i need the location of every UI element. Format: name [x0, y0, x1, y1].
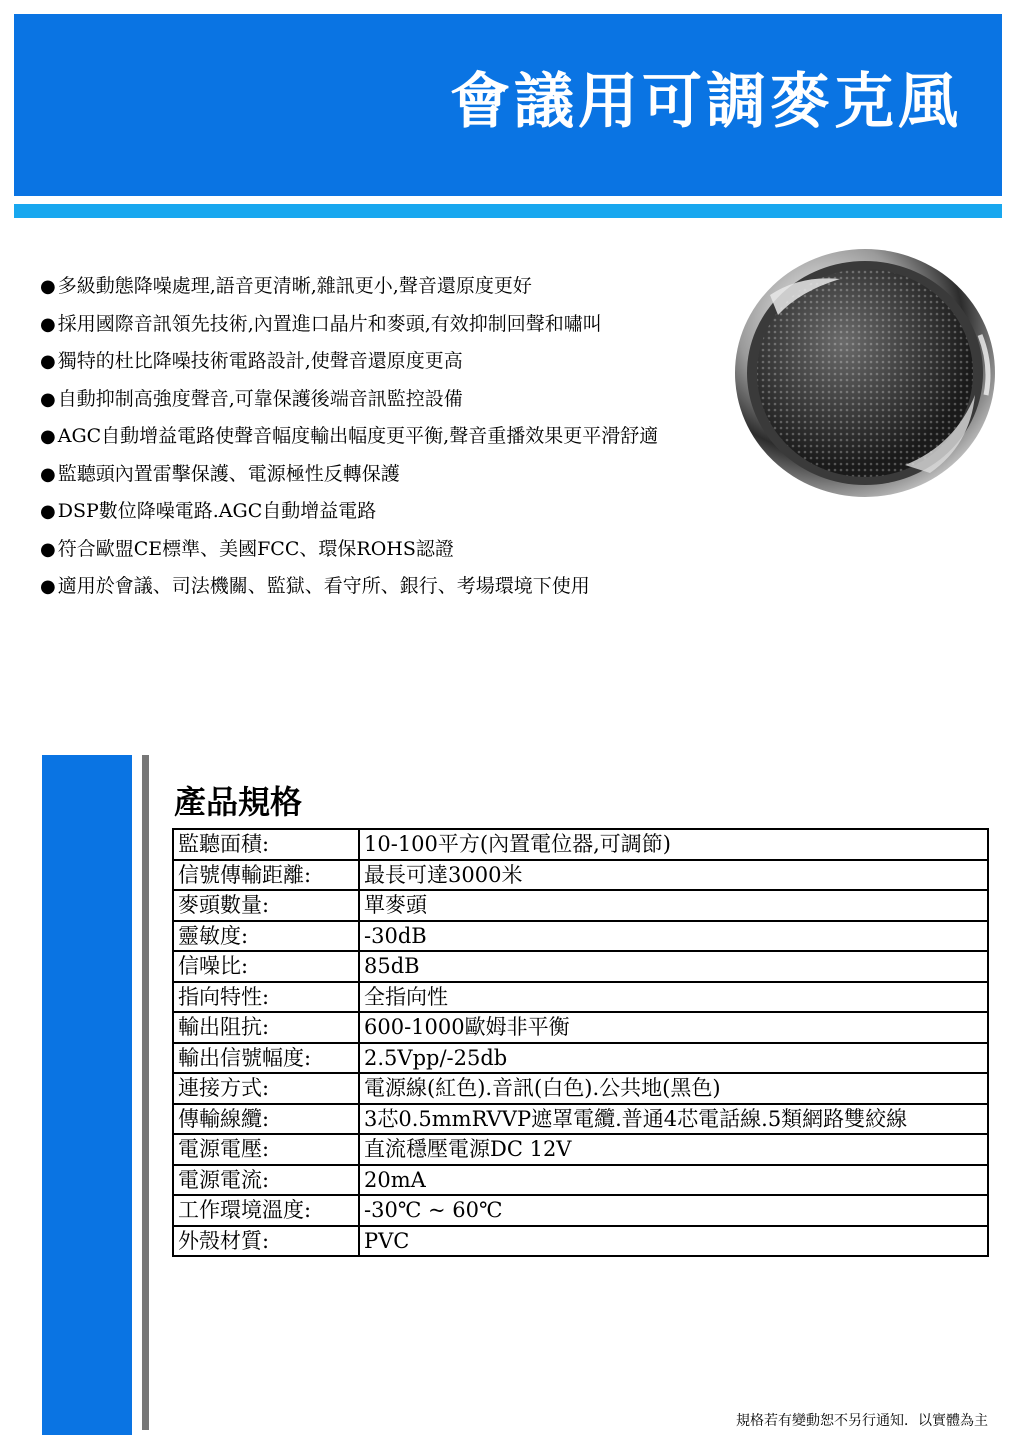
feature-item	[40, 418, 740, 456]
feature-item	[40, 493, 740, 531]
spec-value: 全指向性	[359, 982, 988, 1013]
spec-value: 20mA	[359, 1165, 988, 1196]
spec-value: 最長可達3000米	[359, 860, 988, 891]
spec-value: 2.5Vpp/-25db	[359, 1043, 988, 1074]
feature-text: 符合歐盟CE標準、美國FCC、環保ROHS認證	[57, 537, 454, 560]
feature-text: 採用國際音訊領先技術,內置進口晶片和麥頭,有效抑制回聲和嘯叫	[57, 312, 602, 335]
table-row	[173, 1195, 988, 1226]
spec-label: 連接方式:	[173, 1073, 359, 1104]
feature-text: AGC自動增益電路使聲音幅度輸出幅度更平衡,聲音重播效果更平滑舒適	[57, 425, 659, 447]
table-row	[173, 921, 988, 952]
feature-item	[40, 343, 740, 381]
spec-value: 600-1000歐姆非平衡	[359, 1012, 988, 1043]
spec-label: 指向特性:	[173, 982, 359, 1013]
spec-label: 信號傳輸距離:	[173, 860, 359, 891]
bullet-icon: ●	[40, 463, 56, 485]
table-row	[173, 1012, 988, 1043]
feature-text: 監聽頭內置雷擊保護、電源極性反轉保護	[57, 462, 400, 485]
spec-label: 靈敏度:	[173, 921, 359, 952]
bullet-icon: ●	[40, 351, 56, 372]
feature-item	[40, 381, 740, 419]
spec-label: 外殼材質:	[173, 1226, 359, 1257]
spec-value: 直流穩壓電源DC 12V	[359, 1134, 988, 1165]
header-banner	[14, 14, 1002, 196]
table-row	[173, 1165, 988, 1196]
table-row	[173, 951, 988, 982]
footer-disclaimer: 規格若有變動恕不另行通知．以實體為主	[736, 1413, 988, 1429]
microphone-product-image	[730, 245, 1000, 505]
table-row	[173, 1134, 988, 1165]
spec-side-bar	[42, 755, 132, 1435]
feature-item	[40, 531, 740, 569]
spec-table	[172, 828, 989, 1257]
spec-divider	[142, 755, 149, 1430]
feature-text: 獨特的杜比降噪技術電路設計,使聲音還原度更高	[57, 350, 463, 372]
spec-label: 信噪比:	[173, 951, 359, 982]
bullet-icon: ●	[40, 501, 56, 522]
spec-value: 電源線(紅色).音訊(白色).公共地(黑色)	[359, 1073, 988, 1104]
spec-label: 監聽面積:	[173, 829, 359, 860]
page-title: 會議用可調麥克風	[450, 67, 962, 137]
spec-heading: 產品規格	[174, 783, 303, 821]
spec-value: PVC	[359, 1226, 988, 1257]
spec-value: 85dB	[359, 951, 988, 982]
bullet-icon: ●	[40, 538, 56, 560]
spec-label: 傳輸線纜:	[173, 1104, 359, 1135]
bullet-icon: ●	[40, 426, 56, 447]
spec-value: 3芯0.5mmRVVP遮罩電纜.普通4芯電話線.5類網路雙絞線	[359, 1104, 988, 1135]
header-accent-stripe	[14, 204, 1002, 218]
table-row	[173, 1073, 988, 1104]
spec-label: 輸出信號幅度:	[173, 1043, 359, 1074]
feature-text: DSP數位降噪電路.AGC自動增益電路	[57, 500, 377, 522]
feature-text: 適用於會議、司法機關、監獄、看守所、銀行、考場環境下使用	[57, 575, 590, 597]
spec-label: 麥頭數量:	[173, 890, 359, 921]
bullet-icon: ●	[40, 388, 56, 410]
spec-value: -30℃ ~ 60℃	[359, 1195, 988, 1226]
spec-value: -30dB	[359, 921, 988, 952]
bullet-icon: ●	[40, 276, 56, 297]
feature-item	[40, 268, 740, 306]
spec-value: 單麥頭	[359, 890, 988, 921]
spec-label: 輸出阻抗:	[173, 1012, 359, 1043]
spec-label: 電源電流:	[173, 1165, 359, 1196]
spec-value: 10-100平方(內置電位器,可調節)	[359, 829, 988, 860]
feature-item	[40, 306, 740, 344]
feature-text: 多級動態降噪處理,語音更清晰,雜訊更小,聲音還原度更好	[57, 275, 532, 297]
bullet-icon: ●	[40, 576, 56, 597]
spec-label: 工作環境溫度:	[173, 1195, 359, 1226]
feature-item	[40, 456, 740, 494]
table-row	[173, 1043, 988, 1074]
table-row	[173, 860, 988, 891]
table-row	[173, 829, 988, 860]
table-row	[173, 982, 988, 1013]
table-row	[173, 890, 988, 921]
spec-label: 電源電壓:	[173, 1134, 359, 1165]
feature-text: 自動抑制高強度聲音,可靠保護後端音訊監控設備	[57, 387, 463, 410]
bullet-icon: ●	[40, 313, 56, 335]
table-row	[173, 1104, 988, 1135]
feature-list	[40, 268, 740, 606]
feature-item	[40, 568, 740, 606]
table-row	[173, 1226, 988, 1257]
